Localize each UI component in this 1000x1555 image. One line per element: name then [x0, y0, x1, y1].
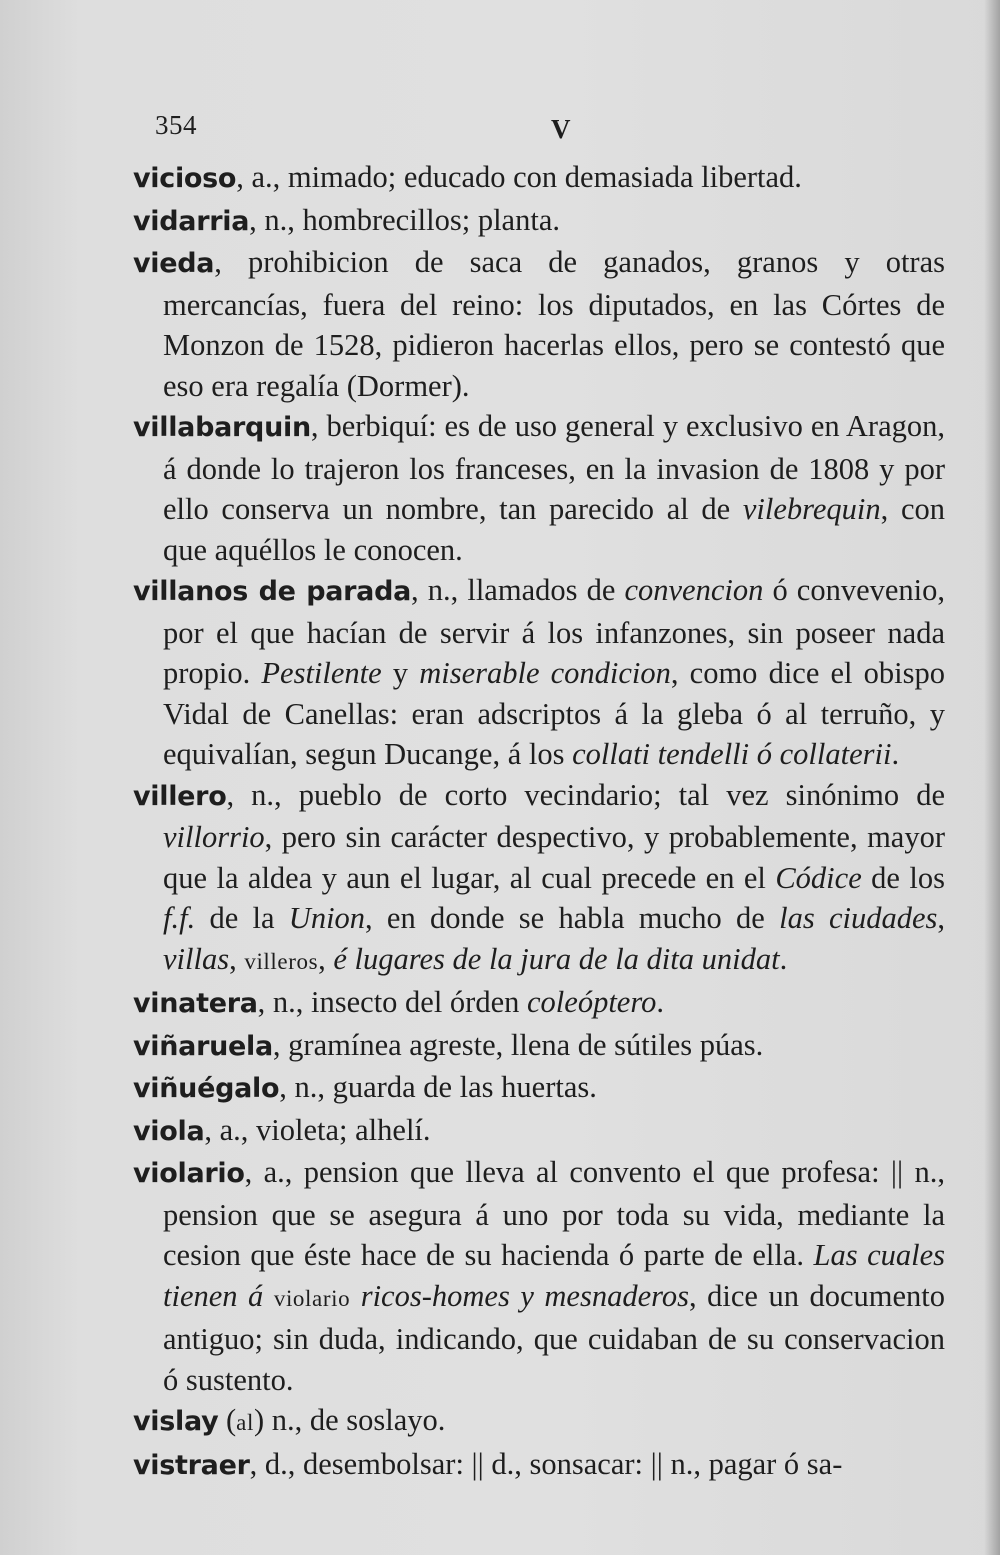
definition: , n., insecto del órden	[257, 985, 528, 1019]
italic-term: las ciudades	[779, 901, 938, 935]
definition: , prohibicion de saca de ganados, granos y otras mercancías, fuera del reino: los diputados, en las Córtes de Monzon de 1528, pidieron hacerlas ellos, pero se contestó que eso era regalía (Dormer).	[163, 245, 945, 403]
entry-vistraer	[133, 1444, 945, 1487]
headword: villabarquin	[133, 412, 311, 443]
definition: , dice un documento antiguo; sin duda, indicando, que cuidaban de su conservacion ó sustento.	[163, 1278, 946, 1397]
definition: , pero sin carácter despectivo, y probablemente, mayor que la aldea y aun el lugar, al cual precede en el	[163, 820, 945, 895]
definition: .	[656, 985, 664, 1019]
entry-vicioso	[133, 157, 945, 200]
definition: ,	[229, 941, 245, 976]
entry-vinatera	[133, 982, 945, 1025]
entry-vinuegalo	[133, 1067, 945, 1110]
italic-term: miserable condicion	[419, 656, 671, 690]
headword: viñaruela	[133, 1030, 273, 1062]
page-edge-shadow	[984, 0, 1000, 1555]
definition: .	[779, 941, 788, 976]
definition: ,	[318, 941, 334, 976]
italic-term: Códice	[775, 860, 862, 895]
definition: , d., desembolsar: || d., sonsacar: || n., pagar ó sa-	[249, 1446, 843, 1481]
definition: , a., pension que lleva al convento el que profesa: || n., pension que se asegura á uno por toda su vida, mediante la cesion que éste hace de su hacienda ó parte de ella.	[163, 1155, 945, 1272]
italic-term: Union	[288, 901, 366, 935]
entry-violario	[133, 1152, 945, 1400]
italic-term: Pestilente	[261, 656, 382, 690]
italic-term: f.f.	[163, 901, 196, 935]
headword: viola	[133, 1115, 205, 1147]
italic-term: villas	[163, 941, 230, 976]
entry-viola	[133, 1110, 945, 1153]
definition: .	[891, 737, 900, 771]
definition: , n., hombrecillos; planta.	[249, 202, 560, 237]
definition: de los	[861, 860, 945, 895]
italic-term: vilebrequin	[742, 492, 881, 526]
entry-vidarria	[133, 200, 945, 243]
definition: , n., pueblo de corto vecindario; tal vez sinónimo de	[226, 777, 945, 812]
definition: ,	[937, 901, 945, 935]
definition	[263, 1279, 274, 1313]
headword: vicioso	[133, 163, 237, 194]
italic-term: ricos-homes y mesnaderos	[360, 1278, 689, 1313]
definition: , con que aquéllos le conocen.	[163, 492, 945, 567]
definition: , berbiquí: es de uso general y exclusivo en Aragon, á donde lo trajeron los franceses, en la invasion de 1808 y por ello conserva un nombre, tan parecido al de	[163, 409, 945, 526]
definition: , como dice el obispo Vidal de Canellas: eran adscriptos á la gleba ó al terruño, y equivalían, segun Ducange, á los	[163, 656, 946, 771]
entry-villero	[133, 775, 945, 983]
definition: (	[218, 1403, 237, 1437]
headword: vidarria	[133, 205, 250, 237]
italic-term: convencion	[624, 573, 764, 607]
headword: violario	[133, 1158, 245, 1189]
headword: viñuégalo	[133, 1073, 280, 1104]
small-caps-term: villeros	[244, 948, 319, 974]
small-caps-term: violario	[273, 1285, 351, 1311]
italic-term: villorrio	[163, 820, 265, 854]
italic-term: Las cuales tienen á	[163, 1238, 946, 1313]
definition: ) n., de soslayo.	[253, 1403, 446, 1437]
headword: vistraer	[133, 1449, 250, 1481]
headword: vinatera	[133, 988, 258, 1019]
small-caps-term: al	[236, 1410, 254, 1435]
definition: , en donde se habla mucho de	[365, 901, 780, 935]
page-header	[133, 110, 943, 150]
italic-term: coleóptero	[527, 985, 657, 1019]
entry-villanos-de-parada	[133, 570, 945, 775]
definition: de la	[195, 901, 289, 935]
headword: villero	[133, 780, 227, 812]
headword: vieda	[133, 248, 215, 279]
definition	[350, 1279, 361, 1313]
italic-term: collati tendelli ó collaterii	[572, 737, 892, 771]
entry-vislay	[133, 1400, 945, 1444]
definition: y	[381, 656, 420, 690]
definition: , a., mimado; educado con demasiada libertad.	[236, 160, 802, 194]
entry-vieda	[133, 242, 945, 406]
definition: , n., llamados de	[411, 573, 625, 607]
dictionary-entries	[133, 157, 945, 1486]
headword: villanos de parada	[133, 576, 412, 607]
page-number: 354	[155, 110, 197, 140]
definition: ó convevenio, por el que hacían de servir á los infanzones, sin poseer nada propio.	[163, 573, 945, 690]
entry-villabarquin	[133, 406, 945, 570]
definition: , gramínea agreste, llena de sútiles púas.	[272, 1027, 764, 1062]
definition: , a., violeta; alhelí.	[204, 1112, 431, 1147]
definition: , n., guarda de las huertas.	[279, 1070, 597, 1104]
italic-term: é lugares de la jura de la dita unidat	[333, 941, 780, 976]
headword: vislay	[133, 1406, 219, 1437]
running-head-letter: V	[551, 114, 571, 144]
entry-vinaruela	[133, 1025, 945, 1068]
